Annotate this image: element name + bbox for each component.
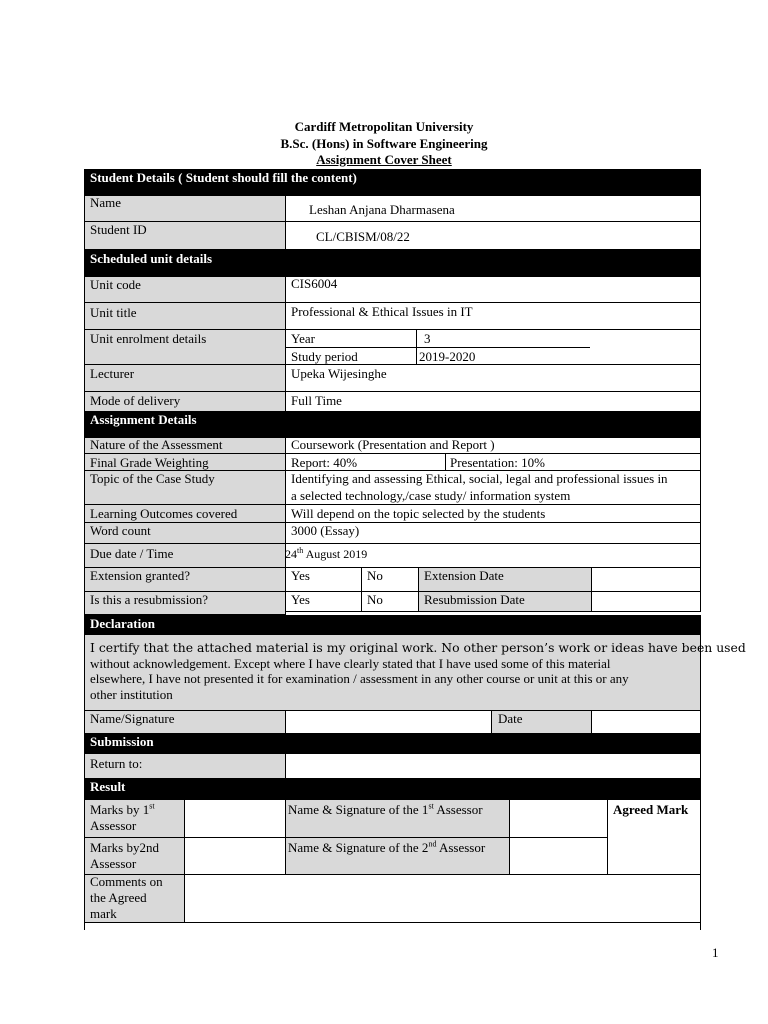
enrolment-divider bbox=[285, 347, 590, 348]
assignment-details-section bbox=[84, 411, 701, 437]
university-title: Cardiff Metropolitan University bbox=[294, 119, 474, 134]
comments-line-3: mark bbox=[90, 906, 117, 921]
nature-label: Nature of the Assessment bbox=[90, 437, 223, 452]
marks1-label-suffix: st bbox=[149, 801, 155, 811]
assessor2-label-text: Name & Signature of the 2 bbox=[288, 840, 429, 855]
topic-label: Topic of the Case Study bbox=[90, 471, 215, 486]
agreed-mark-label: Agreed Mark bbox=[613, 802, 689, 817]
unit-code-value: CIS6004 bbox=[291, 276, 338, 291]
comments-value-cell[interactable] bbox=[184, 874, 701, 923]
delivery-value-cell bbox=[285, 391, 701, 412]
date-label: Date bbox=[498, 711, 523, 726]
wordcount-label: Word count bbox=[90, 523, 151, 538]
study-period-label: Study period bbox=[291, 349, 358, 364]
comments-line-2: the Agreed bbox=[90, 890, 147, 905]
lecturer-value: Upeka Wijesinghe bbox=[291, 366, 387, 381]
submission-heading: Submission bbox=[90, 734, 154, 749]
marks2-label-line2: Assessor bbox=[90, 856, 137, 871]
presentation-weight: Presentation: 10% bbox=[450, 455, 545, 470]
declaration-line-2: without acknowledgement. Except where I have clearly stated that I have used some of this material bbox=[90, 655, 611, 671]
assessor2-label-end: Assessor bbox=[436, 840, 486, 855]
extension-no: No bbox=[367, 568, 383, 583]
resubmission-date-label: Resubmission Date bbox=[424, 592, 525, 607]
topic-line-1: Identifying and assessing Ethical, social, legal and professional issues in bbox=[291, 471, 668, 486]
declaration-heading: Declaration bbox=[90, 616, 155, 631]
declaration-line-1: I certify that the attached material is my original work. No other person’s work or ideas have been used bbox=[90, 640, 746, 655]
resubmission-no: No bbox=[367, 592, 383, 607]
resubmission-date-value-cell[interactable] bbox=[591, 591, 701, 612]
due-value bbox=[285, 546, 367, 562]
report-weight: Report: 40% bbox=[291, 455, 358, 470]
due-day-suffix: th bbox=[297, 546, 304, 555]
delivery-value: Full Time bbox=[291, 393, 342, 408]
result-heading: Result bbox=[90, 779, 126, 794]
outcomes-value: Will depend on the topic selected by the students bbox=[291, 506, 546, 521]
unit-code-label: Unit code bbox=[90, 277, 141, 292]
assignment-details-heading: Assignment Details bbox=[90, 412, 197, 427]
marks1-value-cell[interactable] bbox=[184, 799, 286, 838]
return-value-cell[interactable] bbox=[285, 753, 701, 779]
declaration-line-3: elsewhere, I have not presented it for examination / assessment in any other course or unit at this or any bbox=[90, 671, 629, 686]
wordcount-value: 3000 (Essay) bbox=[291, 523, 360, 538]
student-id-value: CL/CBISM/08/22 bbox=[316, 229, 410, 244]
sheet-title: Assignment Cover Sheet bbox=[316, 152, 452, 167]
name-signature-value-cell[interactable] bbox=[285, 710, 492, 734]
marks2-value-cell[interactable] bbox=[184, 837, 286, 875]
name-signature-label: Name/Signature bbox=[90, 711, 175, 726]
student-details-section bbox=[84, 169, 701, 195]
marks2-label: Marks by2nd bbox=[90, 840, 159, 855]
lecturer-label: Lecturer bbox=[90, 366, 135, 381]
resubmission-label: Is this a resubmission? bbox=[90, 592, 209, 607]
year-label: Year bbox=[291, 331, 315, 346]
name-value: Leshan Anjana Dharmasena bbox=[309, 202, 455, 217]
assessor2-value-cell[interactable] bbox=[509, 837, 608, 875]
nature-value: Coursework (Presentation and Report ) bbox=[291, 437, 495, 452]
page-number: 1 bbox=[712, 945, 719, 960]
unit-code-value-cell bbox=[285, 276, 701, 303]
due-day: 24 bbox=[285, 547, 297, 561]
scheduled-unit-section bbox=[84, 250, 701, 276]
scheduled-unit-heading: Scheduled unit details bbox=[90, 251, 213, 266]
assessor2-label bbox=[288, 840, 485, 856]
name-label: Name bbox=[90, 195, 122, 210]
study-period-value: 2019-2020 bbox=[419, 349, 476, 364]
assessor1-label bbox=[288, 802, 483, 818]
assessor1-value-cell[interactable] bbox=[509, 799, 608, 838]
extension-label: Extension granted? bbox=[90, 568, 190, 583]
resubmission-yes: Yes bbox=[291, 592, 310, 607]
assessor1-label-suffix: st bbox=[428, 801, 434, 811]
table-left-edge-tail bbox=[84, 922, 85, 930]
student-id-label: Student ID bbox=[90, 222, 147, 237]
topic-line-2: a selected technology,/case study/ information system bbox=[291, 488, 571, 503]
declaration-text bbox=[90, 640, 746, 702]
extension-yes: Yes bbox=[291, 568, 310, 583]
assessor2-label-suffix: nd bbox=[428, 839, 437, 849]
extension-date-label: Extension Date bbox=[424, 568, 504, 583]
due-month-year: August 2019 bbox=[303, 547, 368, 561]
submission-section bbox=[84, 733, 701, 753]
enrolment-label: Unit enrolment details bbox=[90, 331, 207, 346]
assessor1-label-end: Assessor bbox=[433, 802, 483, 817]
degree-title: B.Sc. (Hons) in Software Engineering bbox=[280, 136, 488, 151]
declaration-section bbox=[84, 615, 701, 634]
marks1-label-line2: Assessor bbox=[90, 818, 137, 833]
student-details-heading: Student Details ( Student should fill the content) bbox=[90, 170, 357, 185]
declaration-line-4: other institution bbox=[90, 686, 173, 702]
marks1-label bbox=[90, 802, 155, 818]
unit-title-label: Unit title bbox=[90, 305, 137, 320]
date-value-cell[interactable] bbox=[591, 710, 701, 734]
return-label: Return to: bbox=[90, 756, 143, 771]
comments-line-1: Comments on bbox=[90, 874, 163, 889]
assessor1-label-text: Name & Signature of the 1 bbox=[288, 802, 429, 817]
result-section bbox=[84, 778, 701, 800]
enrolment-column-divider bbox=[416, 329, 417, 365]
due-label: Due date / Time bbox=[90, 546, 174, 561]
extension-date-value-cell[interactable] bbox=[591, 567, 701, 592]
delivery-label: Mode of delivery bbox=[90, 393, 181, 408]
weighting-label: Final Grade Weighting bbox=[90, 455, 209, 470]
weighting-divider bbox=[445, 453, 446, 471]
outcomes-label: Learning Outcomes covered bbox=[90, 506, 238, 521]
unit-title-value: Professional & Ethical Issues in IT bbox=[291, 304, 473, 319]
marks1-label-text: Marks by 1 bbox=[90, 802, 150, 817]
year-value: 3 bbox=[424, 331, 431, 346]
table-right-edge-tail bbox=[700, 922, 701, 930]
